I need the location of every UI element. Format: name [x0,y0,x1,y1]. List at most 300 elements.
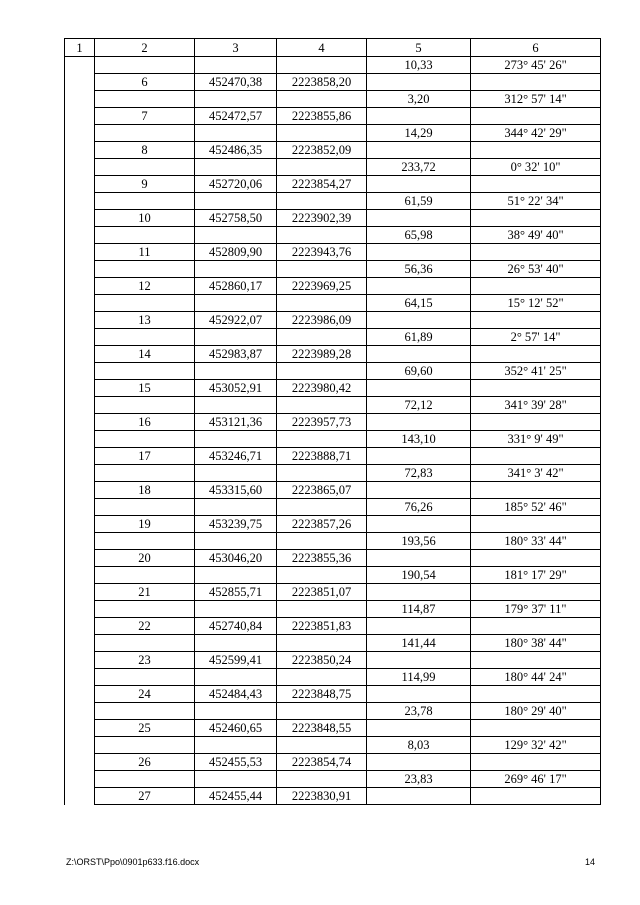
point-number-cell: 17 [95,448,195,465]
x-cell: 452472,57 [195,108,277,125]
y-cell: 2223865,07 [277,482,367,499]
segment-row [65,125,601,142]
angle-cell [471,550,601,567]
length-cell [367,278,471,295]
y-cell: 2223830,91 [277,788,367,805]
angle-cell [471,482,601,499]
x-cell: 452486,35 [195,142,277,159]
length-cell: 61,89 [367,329,471,346]
header-row [65,39,601,57]
x-cell [195,703,277,720]
x-cell [195,261,277,278]
point-row [65,142,601,159]
angle-cell [471,788,601,805]
point-number-cell [95,57,195,74]
length-cell [367,244,471,261]
point-number-cell [95,363,195,380]
y-cell: 2223969,25 [277,278,367,295]
footer-file-path: Z:\ORST\Ppo\0901p633.f16.docx [66,857,200,867]
col1-cell [65,261,95,278]
x-cell [195,771,277,788]
y-cell [277,295,367,312]
angle-cell [471,108,601,125]
angle-cell [471,516,601,533]
point-number-cell [95,771,195,788]
y-cell [277,737,367,754]
length-cell [367,346,471,363]
segment-row [65,159,601,176]
angle-cell [471,448,601,465]
point-row [65,686,601,703]
segment-row [65,193,601,210]
x-cell [195,499,277,516]
point-row [65,108,601,125]
angle-cell: 38° 49' 40" [471,227,601,244]
col1-cell [65,686,95,703]
angle-cell: 26° 53' 40" [471,261,601,278]
point-number-cell: 23 [95,652,195,669]
point-row [65,788,601,805]
point-number-cell [95,465,195,482]
segment-row [65,669,601,686]
col1-cell [65,499,95,516]
length-cell [367,516,471,533]
col1-cell [65,414,95,431]
col1-cell [65,533,95,550]
header-col-4: 4 [277,39,367,57]
point-number-cell: 26 [95,754,195,771]
point-number-cell: 12 [95,278,195,295]
y-cell: 2223857,26 [277,516,367,533]
y-cell [277,125,367,142]
angle-cell: 179° 37' 11" [471,601,601,618]
angle-cell: 15° 12' 52" [471,295,601,312]
y-cell: 2223986,09 [277,312,367,329]
length-cell: 193,56 [367,533,471,550]
length-cell: 64,15 [367,295,471,312]
col1-cell [65,329,95,346]
length-cell: 69,60 [367,363,471,380]
angle-cell: 331° 9' 49" [471,431,601,448]
col1-cell [65,380,95,397]
point-row [65,652,601,669]
angle-cell [471,618,601,635]
length-cell [367,176,471,193]
col1-cell [65,142,95,159]
col1-cell [65,176,95,193]
angle-cell: 181° 17' 29" [471,567,601,584]
y-cell: 2223851,07 [277,584,367,601]
angle-cell: 180° 33' 44" [471,533,601,550]
x-cell [195,737,277,754]
x-cell: 452460,65 [195,720,277,737]
point-number-cell [95,159,195,176]
y-cell [277,227,367,244]
x-cell [195,295,277,312]
y-cell [277,57,367,74]
coordinates-table [64,38,601,805]
col1-cell [65,516,95,533]
point-row [65,380,601,397]
length-cell: 233,72 [367,159,471,176]
y-cell [277,669,367,686]
point-number-cell [95,227,195,244]
point-number-cell [95,91,195,108]
y-cell [277,465,367,482]
length-cell: 143,10 [367,431,471,448]
x-cell [195,57,277,74]
angle-cell [471,584,601,601]
col1-cell [65,567,95,584]
length-cell [367,788,471,805]
angle-cell: 0° 32' 10" [471,159,601,176]
y-cell [277,329,367,346]
y-cell: 2223989,28 [277,346,367,363]
col1-cell [65,448,95,465]
length-cell [367,108,471,125]
point-number-cell [95,431,195,448]
length-cell [367,74,471,91]
y-cell: 2223943,76 [277,244,367,261]
point-number-cell [95,703,195,720]
angle-cell [471,176,601,193]
col1-cell [65,431,95,448]
y-cell: 2223957,73 [277,414,367,431]
point-number-cell [95,295,195,312]
length-cell: 76,26 [367,499,471,516]
x-cell [195,159,277,176]
angle-cell: 180° 29' 40" [471,703,601,720]
x-cell [195,635,277,652]
length-cell [367,380,471,397]
length-cell [367,652,471,669]
point-row [65,312,601,329]
x-cell: 452860,17 [195,278,277,295]
point-number-cell: 7 [95,108,195,125]
col1-cell [65,550,95,567]
segment-row [65,91,601,108]
segment-row [65,363,601,380]
col1-cell [65,278,95,295]
angle-cell [471,414,601,431]
point-row [65,448,601,465]
angle-cell [471,244,601,261]
segment-row [65,465,601,482]
y-cell: 2223888,71 [277,448,367,465]
angle-cell [471,652,601,669]
segment-row [65,771,601,788]
point-row [65,210,601,227]
x-cell [195,329,277,346]
segment-row [65,703,601,720]
angle-cell: 273° 45' 26" [471,57,601,74]
segment-row [65,567,601,584]
col1-cell [65,482,95,499]
x-cell: 453046,20 [195,550,277,567]
angle-cell: 51° 22' 34" [471,193,601,210]
col1-cell [65,465,95,482]
point-number-cell: 24 [95,686,195,703]
angle-cell: 269° 46' 17" [471,771,601,788]
point-row [65,482,601,499]
col1-cell [65,635,95,652]
point-row [65,618,601,635]
x-cell: 452983,87 [195,346,277,363]
col1-cell [65,193,95,210]
point-number-cell [95,499,195,516]
angle-cell [471,380,601,397]
segment-row [65,57,601,74]
point-number-cell: 13 [95,312,195,329]
col1-cell [65,227,95,244]
col1-cell [65,91,95,108]
point-number-cell: 18 [95,482,195,499]
angle-cell [471,74,601,91]
y-cell: 2223980,42 [277,380,367,397]
y-cell [277,499,367,516]
length-cell: 72,12 [367,397,471,414]
point-number-cell [95,635,195,652]
length-cell [367,448,471,465]
segment-row [65,261,601,278]
point-number-cell [95,567,195,584]
col1-cell [65,720,95,737]
point-number-cell: 10 [95,210,195,227]
angle-cell [471,754,601,771]
x-cell [195,567,277,584]
x-cell [195,601,277,618]
x-cell [195,397,277,414]
y-cell: 2223854,74 [277,754,367,771]
header-col-3: 3 [195,39,277,57]
point-row [65,74,601,91]
length-cell [367,720,471,737]
y-cell: 2223902,39 [277,210,367,227]
angle-cell [471,210,601,227]
length-cell: 190,54 [367,567,471,584]
segment-row [65,431,601,448]
angle-cell [471,312,601,329]
y-cell [277,91,367,108]
length-cell [367,584,471,601]
coordinates-table-container [64,38,600,805]
y-cell: 2223855,86 [277,108,367,125]
point-row [65,720,601,737]
length-cell [367,686,471,703]
segment-row [65,227,601,244]
col1-cell [65,210,95,227]
x-cell: 452484,43 [195,686,277,703]
segment-row [65,601,601,618]
col1-cell [65,771,95,788]
y-cell: 2223855,36 [277,550,367,567]
length-cell: 141,44 [367,635,471,652]
x-cell [195,533,277,550]
point-number-cell: 25 [95,720,195,737]
length-cell [367,482,471,499]
angle-cell [471,720,601,737]
segment-row [65,295,601,312]
point-number-cell [95,601,195,618]
length-cell: 65,98 [367,227,471,244]
col1-cell [65,584,95,601]
x-cell [195,227,277,244]
point-row [65,414,601,431]
header-col-6: 6 [471,39,601,57]
y-cell [277,193,367,210]
point-number-cell [95,397,195,414]
length-cell [367,414,471,431]
x-cell: 452922,07 [195,312,277,329]
length-cell [367,210,471,227]
x-cell [195,125,277,142]
footer-page-number: 14 [585,857,596,867]
col1-cell [65,669,95,686]
angle-cell [471,686,601,703]
length-cell [367,618,471,635]
x-cell [195,363,277,380]
x-cell: 452455,44 [195,788,277,805]
angle-cell [471,142,601,159]
angle-cell: 180° 44' 24" [471,669,601,686]
segment-row [65,737,601,754]
y-cell: 2223848,55 [277,720,367,737]
length-cell [367,550,471,567]
col1-cell [65,312,95,329]
col1-cell [65,754,95,771]
length-cell: 3,20 [367,91,471,108]
y-cell [277,261,367,278]
col1-cell [65,788,95,805]
x-cell: 453121,36 [195,414,277,431]
point-number-cell: 14 [95,346,195,363]
y-cell [277,533,367,550]
col1-cell [65,397,95,414]
x-cell: 452758,50 [195,210,277,227]
col1-cell [65,108,95,125]
y-cell: 2223851,83 [277,618,367,635]
x-cell: 452599,41 [195,652,277,669]
y-cell [277,703,367,720]
header-col-5: 5 [367,39,471,57]
x-cell: 453052,91 [195,380,277,397]
x-cell [195,431,277,448]
col1-cell [65,363,95,380]
point-row [65,244,601,261]
point-row [65,176,601,193]
y-cell [277,159,367,176]
x-cell: 453315,60 [195,482,277,499]
point-row [65,346,601,363]
y-cell: 2223850,24 [277,652,367,669]
y-cell: 2223852,09 [277,142,367,159]
col1-cell [65,346,95,363]
col1-cell [65,652,95,669]
col1-cell [65,57,95,74]
point-row [65,516,601,533]
y-cell [277,771,367,788]
col1-cell [65,159,95,176]
segment-row [65,329,601,346]
point-number-cell: 27 [95,788,195,805]
point-number-cell [95,533,195,550]
x-cell [195,193,277,210]
length-cell: 10,33 [367,57,471,74]
point-number-cell [95,261,195,278]
col1-cell [65,703,95,720]
x-cell: 452470,38 [195,74,277,91]
col1-cell [65,74,95,91]
length-cell: 56,36 [367,261,471,278]
x-cell: 452455,53 [195,754,277,771]
point-row [65,278,601,295]
col1-cell [65,601,95,618]
x-cell: 452720,06 [195,176,277,193]
x-cell: 453246,71 [195,448,277,465]
segment-row [65,635,601,652]
angle-cell [471,278,601,295]
point-row [65,754,601,771]
point-number-cell [95,125,195,142]
col1-cell [65,618,95,635]
point-number-cell: 20 [95,550,195,567]
length-cell: 14,29 [367,125,471,142]
length-cell: 8,03 [367,737,471,754]
segment-row [65,533,601,550]
x-cell [195,669,277,686]
col1-cell [65,125,95,142]
length-cell [367,312,471,329]
col1-cell [65,737,95,754]
header-col-1: 1 [65,39,95,57]
col1-cell [65,244,95,261]
point-number-cell [95,737,195,754]
length-cell: 114,87 [367,601,471,618]
length-cell [367,754,471,771]
point-number-cell: 9 [95,176,195,193]
length-cell: 114,99 [367,669,471,686]
y-cell [277,431,367,448]
length-cell: 23,78 [367,703,471,720]
point-number-cell: 11 [95,244,195,261]
point-number-cell: 22 [95,618,195,635]
x-cell: 452740,84 [195,618,277,635]
point-number-cell: 19 [95,516,195,533]
point-number-cell [95,669,195,686]
point-row [65,584,601,601]
x-cell [195,465,277,482]
y-cell [277,567,367,584]
point-number-cell [95,193,195,210]
x-cell: 453239,75 [195,516,277,533]
col1-cell [65,295,95,312]
length-cell: 23,83 [367,771,471,788]
angle-cell: 129° 32' 42" [471,737,601,754]
angle-cell: 312° 57' 14" [471,91,601,108]
angle-cell: 352° 41' 25" [471,363,601,380]
header-col-2: 2 [95,39,195,57]
point-number-cell: 6 [95,74,195,91]
y-cell [277,397,367,414]
segment-row [65,397,601,414]
length-cell: 61,59 [367,193,471,210]
x-cell: 452809,90 [195,244,277,261]
angle-cell: 185° 52' 46" [471,499,601,516]
length-cell [367,142,471,159]
point-number-cell: 8 [95,142,195,159]
angle-cell: 2° 57' 14" [471,329,601,346]
angle-cell: 180° 38' 44" [471,635,601,652]
